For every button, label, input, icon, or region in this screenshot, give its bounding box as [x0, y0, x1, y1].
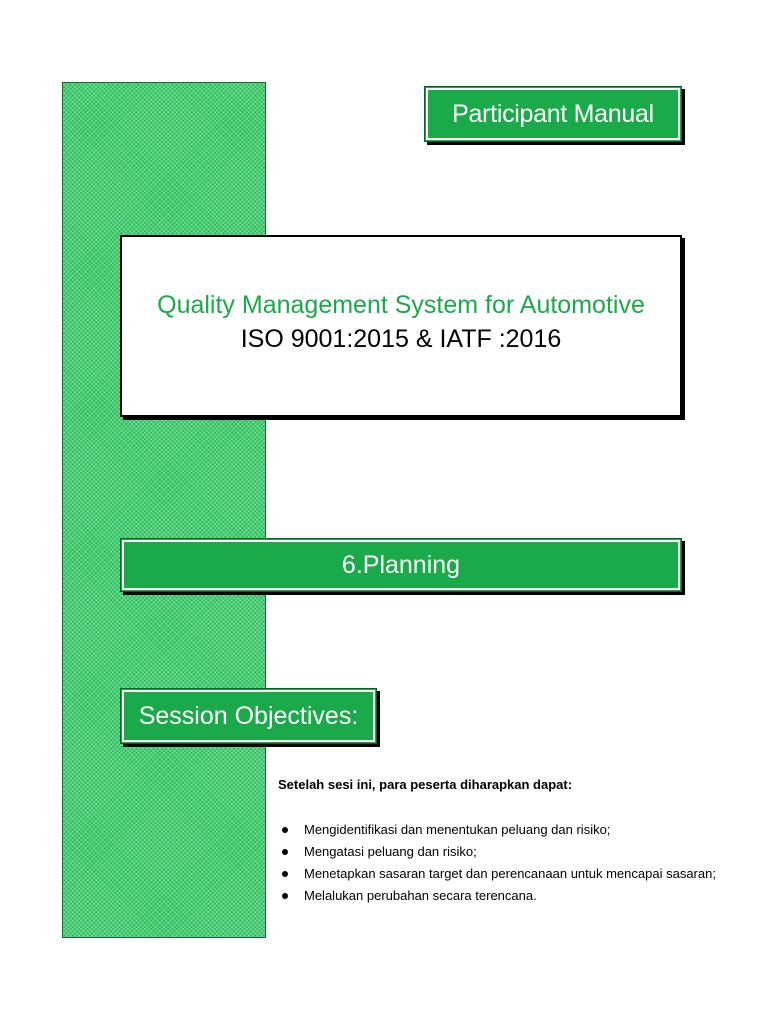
- list-item: Menetapkan sasaran target dan perencanaan untuk mencapai sasaran;: [278, 864, 718, 884]
- title-box: [120, 235, 682, 417]
- objectives-list: [278, 820, 718, 908]
- section-label: 6.Planning: [341, 550, 461, 579]
- list-item: Melalukan perubahan secara terencana.: [278, 886, 718, 906]
- objectives-intro: Setelah sesi ini, para peserta diharapkan dapat:: [278, 777, 573, 792]
- list-item: Mengidentifikasi dan menentukan peluang dan risiko;: [278, 820, 718, 840]
- session-objectives-label: Session Objectives:: [138, 701, 359, 730]
- section-banner: [120, 538, 682, 592]
- document-subtitle: ISO 9001:2015 & IATF :2016: [240, 325, 562, 353]
- participant-manual-banner: [424, 86, 682, 142]
- document-title: Quality Management System for Automotive: [157, 291, 645, 319]
- list-item: Mengatasi peluang dan risiko;: [278, 842, 718, 862]
- session-objectives-banner: [120, 688, 377, 744]
- participant-manual-label: Participant Manual: [452, 99, 654, 128]
- decorative-stripe: [62, 82, 266, 938]
